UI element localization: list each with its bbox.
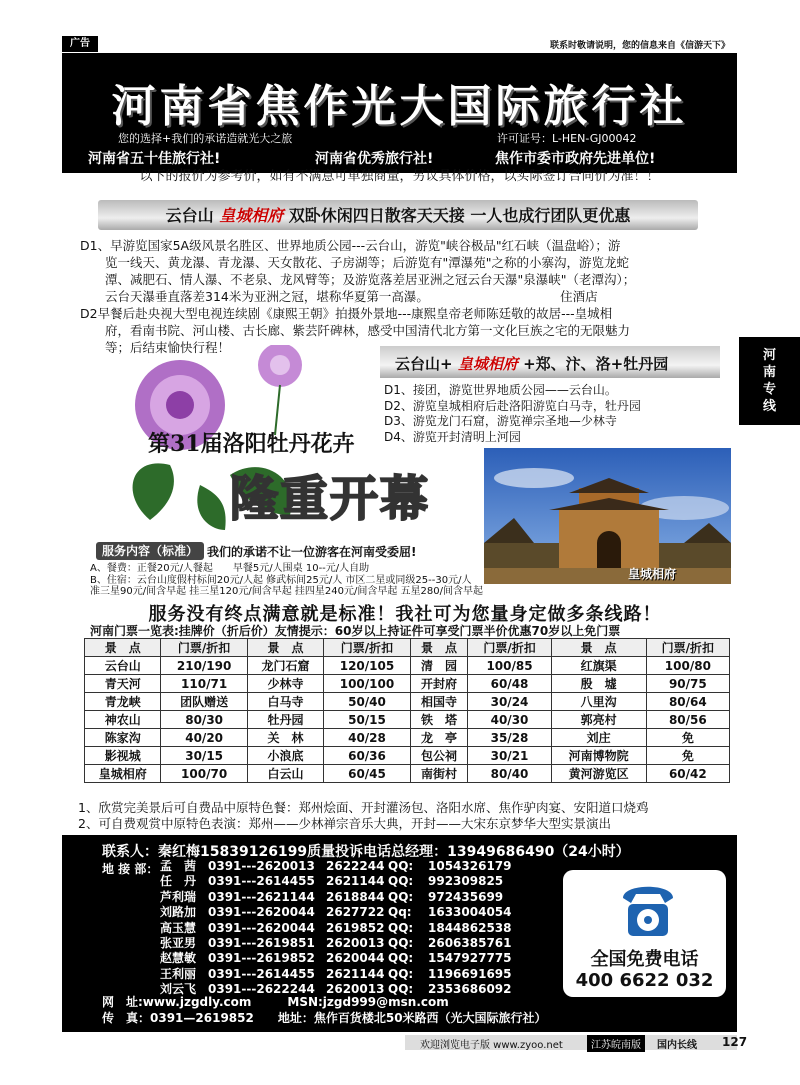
contact-phone: 0391---2619852 — [208, 951, 315, 966]
contact-name: 孟 茜 — [160, 859, 197, 873]
table-cell: 80/56 — [646, 711, 729, 729]
contact-name: 刘云飞 — [160, 982, 197, 997]
table-cell: 30/21 — [468, 747, 551, 765]
table-cell: 相国寺 — [410, 693, 468, 711]
slogan: 您的选择+我们的承诺造就光大之旅 — [118, 132, 293, 145]
column-header: 景 点 — [85, 639, 161, 657]
table-row — [85, 675, 730, 693]
contact-qq: 1633004054 — [428, 905, 512, 920]
contact-main: 联系人：秦红梅15839126199质量投诉电话总经理：13949686490（24小时） — [102, 844, 630, 860]
itinerary-line: 览一线天、黄龙瀑、青龙瀑、天女散花、子房湖等；后游览有"潭瀑苑"之称的小寨沟，游览龙蛇 — [80, 255, 630, 270]
table-cell: 30/24 — [468, 693, 551, 711]
itinerary-line: D2早餐后赴央视大型电视连续剧《康熙王朝》拍摄外景地---康熙皇帝老师陈廷敬的故居---皇城相 — [80, 306, 613, 321]
service-line: A、餐费：正餐20元/人餐起 早餐5元/人围桌 10--元/人自助 — [90, 563, 370, 574]
contact-name: 刘路加 — [160, 905, 197, 920]
footer-text[interactable]: 欢迎浏览电子版 www.zyoo.net — [420, 1040, 563, 1051]
column-header: 门票/折扣 — [161, 639, 247, 657]
table-cell: 210/190 — [161, 657, 247, 675]
table-cell: 青龙峡 — [85, 693, 161, 711]
contact-phone: 0391---2614455 — [208, 874, 315, 889]
table-row — [85, 747, 730, 765]
column-header: 门票/折扣 — [468, 639, 551, 657]
contact-name: 赵慧敏 — [160, 951, 197, 966]
contact-phone: 0391---2614455 — [208, 966, 315, 981]
table-cell: 殷 墟 — [551, 675, 646, 693]
itinerary-1 — [80, 237, 730, 356]
table-cell: 100/70 — [161, 765, 247, 783]
tip-line: 1、欣赏完美景后可自费品中原特色餐：郑州烩面、开封灌汤包、洛阳水席、焦作驴肉宴、安阳道口烧鸡 — [78, 800, 649, 815]
column-header: 景 点 — [247, 639, 323, 657]
footer-edition: 江苏皖南版 — [587, 1035, 645, 1052]
ticket-price-table — [84, 638, 730, 783]
itinerary-line: D3、游览龙门石窟，游览禅宗圣地—少林寺 — [384, 414, 617, 428]
table-cell: 开封府 — [410, 675, 468, 693]
table-cell: 白马寺 — [247, 693, 323, 711]
table-cell: 80/30 — [161, 711, 247, 729]
table-cell: 120/105 — [324, 657, 410, 675]
table-cell: 免 — [646, 729, 729, 747]
free-phone-number[interactable]: 400 6622 032 — [575, 970, 714, 991]
table-header-row — [85, 639, 730, 657]
itinerary-2 — [384, 383, 734, 445]
table-row — [85, 729, 730, 747]
qq-label: Qq: — [388, 905, 412, 920]
page-number: 127 — [722, 1035, 748, 1049]
contact-qq: 992309825 — [428, 874, 504, 889]
service-slogan: 服务没有终点满意就是标准！我社可为您量身定做多条线路！ — [148, 604, 662, 625]
footer-category: 国内长线 — [657, 1040, 697, 1051]
contact-name: 王利丽 — [160, 966, 197, 981]
contact-phone: 0391---2620044 — [208, 905, 315, 920]
contact-phone: 2622244 — [326, 859, 385, 873]
table-cell: 龙门石窟 — [247, 657, 323, 675]
tip-line: 2、可自费观赏中原特色表演：郑州——少林禅宗音乐大典，开封——大宋东京梦华大型实景演出 — [78, 816, 611, 831]
table-cell: 100/85 — [468, 657, 551, 675]
contact-phone: 2620013 — [326, 936, 385, 951]
table-cell: 35/28 — [468, 729, 551, 747]
table-cell: 少林寺 — [247, 675, 323, 693]
banner2-highlight: 皇城相府 — [457, 355, 518, 373]
table-cell: 神农山 — [85, 711, 161, 729]
itinerary-line: D1、接团，游览世界地质公园——云台山。 — [384, 383, 617, 397]
banner2-prefix: 云台山+ — [395, 355, 453, 373]
table-cell: 免 — [646, 747, 729, 765]
free-phone-label: 全国免费电话 — [590, 949, 699, 970]
qq-label: QQ: — [388, 951, 414, 966]
table-cell: 80/40 — [468, 765, 551, 783]
table-cell: 刘庄 — [551, 729, 646, 747]
contact-name: 张亚男 — [160, 936, 197, 951]
list-item — [160, 921, 512, 936]
column-header: 门票/折扣 — [324, 639, 410, 657]
table-cell: 40/28 — [324, 729, 410, 747]
contact-phone: 0391---2620013 — [208, 859, 315, 873]
itinerary-line: 府，看南书院、河山楼、古长廊、紫芸阡碑林，感受中国清代北方第一文化巨族之宅的无限魅力 — [80, 323, 631, 338]
palace-photo — [484, 448, 731, 584]
table-row — [85, 693, 730, 711]
list-item — [160, 859, 512, 874]
table-cell: 小浪底 — [247, 747, 323, 765]
table-cell: 郭亮村 — [551, 711, 646, 729]
ad-label: 广告 — [62, 36, 98, 52]
route-banner-2 — [395, 353, 668, 374]
contact-phone: 2620013 — [326, 982, 385, 997]
table-cell: 关 林 — [247, 729, 323, 747]
license-number: 许可证号：L-HEN-GJ00042 — [497, 132, 637, 145]
list-item — [160, 890, 512, 905]
table-row — [85, 657, 730, 675]
column-header: 景 点 — [410, 639, 468, 657]
table-row — [85, 711, 730, 729]
qq-label: QQ: — [388, 982, 414, 997]
table-cell: 南街村 — [410, 765, 468, 783]
honor-2: 河南省优秀旅行社! — [315, 151, 434, 167]
contact-phone: 2621144 — [326, 874, 385, 889]
contact-phone: 2621144 — [326, 966, 385, 981]
column-header: 景 点 — [551, 639, 646, 657]
side-tab-label: 河南专线 — [762, 348, 776, 414]
contact-qq: 972435699 — [428, 889, 504, 904]
qq-label: QQ: — [388, 936, 414, 951]
banner1-suffix: 双卧休闲四日散客天天接 一人也成行团队更优惠 — [288, 206, 631, 225]
qq-label: QQ: — [388, 920, 414, 935]
table-cell: 云台山 — [85, 657, 161, 675]
contact-name: 任 丹 — [160, 874, 197, 889]
table-cell: 黄河游览区 — [551, 765, 646, 783]
table-cell: 110/71 — [161, 675, 247, 693]
table-cell: 100/80 — [646, 657, 729, 675]
service-details — [90, 563, 490, 598]
top-notice: 联系时敬请说明，您的信息来自《信游天下》 — [549, 41, 730, 51]
table-cell: 皇城相府 — [85, 765, 161, 783]
itinerary-line: D4、游览开封清明上河园 — [384, 429, 521, 444]
table-cell: 50/40 — [324, 693, 410, 711]
itinerary-line: 等；后结束愉快行程！ — [80, 340, 231, 355]
table-cell: 40/30 — [468, 711, 551, 729]
table-cell: 100/100 — [324, 675, 410, 693]
banner2-suffix: +郑、汴、洛+牡丹园 — [523, 355, 669, 373]
ticket-table-title: 河南门票一览表:挂牌价（折后价）友情提示：60岁以上持证件可享受门票半价优惠70岁以上免门票 — [90, 624, 621, 638]
table-cell: 牡丹园 — [247, 711, 323, 729]
table-cell: 60/42 — [646, 765, 729, 783]
itinerary-line: 潭、减肥石、情人瀑、不老泉、龙风臂等；及游览落差居亚洲之冠云台天瀑"泉瀑峡"（老潭沟）； — [80, 272, 636, 287]
contact-qq: 1054326179 — [428, 859, 512, 873]
contact-phone: 0391---2619851 — [208, 936, 315, 951]
contact-qq: 1547927775 — [428, 951, 512, 966]
table-cell: 90/75 — [646, 675, 729, 693]
contact-qq: 1196691695 — [428, 966, 512, 981]
contact-phone: 0391---2620044 — [208, 920, 315, 935]
table-cell: 陈家沟 — [85, 729, 161, 747]
list-item — [160, 874, 512, 889]
contact-phone: 2620044 — [326, 951, 385, 966]
contact-phone: 2618844 — [326, 889, 385, 904]
table-cell: 清 园 — [410, 657, 468, 675]
table-cell: 白云山 — [247, 765, 323, 783]
qq-label: QQ: — [388, 889, 414, 904]
photo-caption: 皇城相府 — [628, 567, 677, 581]
table-cell: 60/48 — [468, 675, 551, 693]
festival-title: 第31届洛阳牡丹花卉 — [148, 431, 355, 457]
column-header: 门票/折扣 — [646, 639, 729, 657]
price-disclaimer: 以下的报价为参考价，如有不满意可单独商量，另议具体价格，以实际签订合同价为准！！ — [139, 169, 660, 184]
telephone-icon — [618, 878, 678, 940]
honor-1: 河南省五十佳旅行社! — [88, 151, 221, 167]
qq-label: QQ: — [388, 966, 414, 981]
service-promise: 我们的承诺不让一位游客在河南受委屈! — [207, 545, 417, 559]
qq-label: QQ: — [388, 859, 414, 873]
list-item — [160, 905, 512, 920]
contact-phone: 2627722 — [326, 905, 385, 920]
route-banner-1 — [98, 203, 698, 226]
fax-address: 传 真：0391—2619852 地址：焦作百货楼北50米路西（光大国际旅行社） — [102, 1011, 547, 1025]
page-title: 河南省焦作光大国际旅行社 — [111, 81, 688, 132]
table-cell: 包公祠 — [410, 747, 468, 765]
contact-qq: 2606385761 — [428, 936, 512, 951]
contact-phone: 2619852 — [326, 920, 385, 935]
table-cell: 50/15 — [324, 711, 410, 729]
list-item — [160, 951, 512, 966]
dept-label: 地 接 部： — [102, 862, 159, 876]
itinerary-line: 云台天瀑垂直落差314米为亚洲之冠，堪称华夏第一高瀑。 住酒店 — [80, 289, 598, 304]
table-cell: 龙 亭 — [410, 729, 468, 747]
table-cell: 青天河 — [85, 675, 161, 693]
table-row — [85, 765, 730, 783]
table-cell: 60/36 — [324, 747, 410, 765]
banner1-prefix: 云台山 — [165, 206, 214, 225]
table-cell: 团队赠送 — [161, 693, 247, 711]
banner1-highlight: 皇城相府 — [219, 206, 284, 225]
contact-name: 高玉慧 — [160, 920, 197, 935]
contact-qq: 1844862538 — [428, 920, 512, 935]
tips — [78, 800, 738, 832]
table-cell: 红旗渠 — [551, 657, 646, 675]
qq-label: QQ: — [388, 874, 414, 889]
table-cell: 80/64 — [646, 693, 729, 711]
itinerary-line: D1、早游览国家5A级风景名胜区、世界地质公园---云台山，游览"峡谷极品"红石峡（温盘峪）；游 — [80, 238, 621, 253]
table-cell: 影视城 — [85, 747, 161, 765]
table-cell: 40/20 — [161, 729, 247, 747]
service-line: 准三星90元/间含早起 挂三星120元/间含早起 挂四星240元/间含早起 五星280/间含早起 — [90, 586, 483, 597]
table-cell: 60/45 — [324, 765, 410, 783]
table-cell: 河南博物院 — [551, 747, 646, 765]
itinerary-line: D2、游览皇城相府后赴洛阳游览白马寺，牡丹园 — [384, 398, 641, 413]
grand-opening-text: 隆重开幕 — [230, 471, 431, 527]
contact-qq: 2353686092 — [428, 982, 512, 997]
side-tab-henan-routes — [739, 337, 800, 425]
service-line: B、住宿：云台山度假村标间20元/人起 修武标间25元/人 市区二星或同级25--30元/人 — [90, 574, 472, 586]
service-tag: 服务内容（标准） — [96, 542, 204, 560]
table-cell: 铁 塔 — [410, 711, 468, 729]
table-cell: 八里沟 — [551, 693, 646, 711]
contact-name: 芦利瑞 — [160, 889, 197, 904]
honor-3: 焦作市委市政府先进单位! — [495, 151, 656, 167]
list-item — [160, 967, 512, 982]
contact-list — [160, 859, 512, 998]
contact-phone: 0391---2621144 — [208, 889, 315, 904]
website[interactable]: 网 址:www.jzgdly.com MSN:jzgd999@msn.com — [102, 995, 449, 1009]
list-item — [160, 936, 512, 951]
table-cell: 30/15 — [161, 747, 247, 765]
contact-phone: 0391---2622244 — [208, 982, 315, 997]
